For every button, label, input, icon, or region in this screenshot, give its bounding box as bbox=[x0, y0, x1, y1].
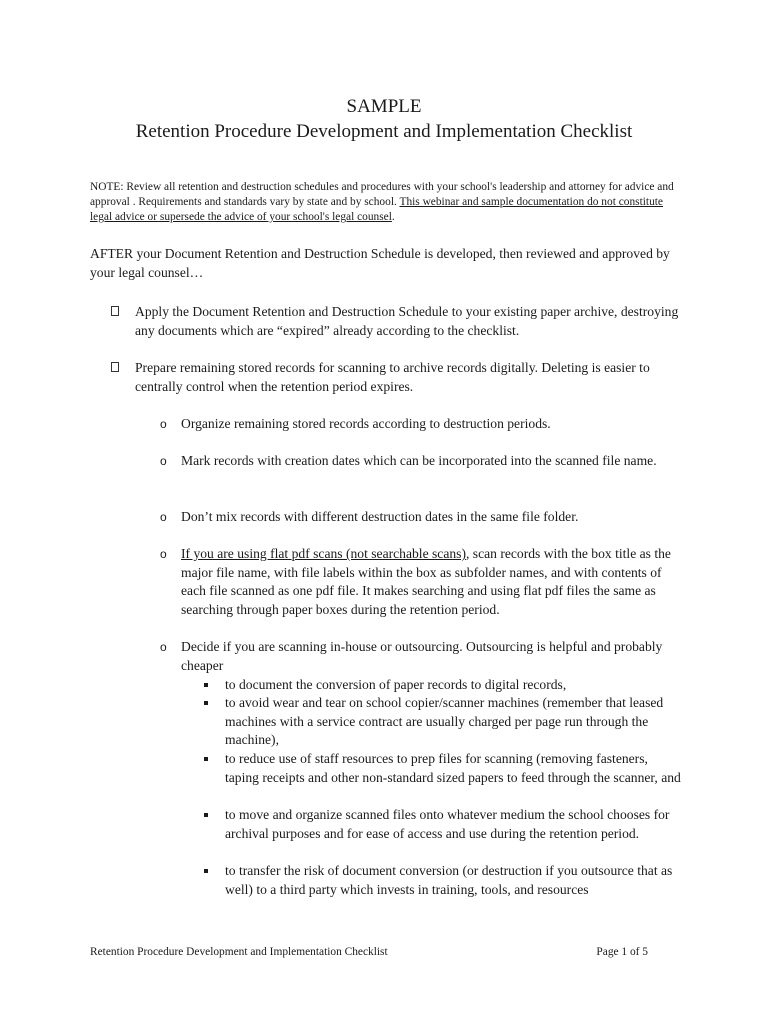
intro-paragraph: AFTER your Document Retention and Destruction Schedule is developed, then reviewed and approved by your legal counsel… bbox=[90, 246, 670, 280]
bullet-reduce-staff bbox=[225, 750, 685, 787]
note-disclaimer: This webinar and sample documentation do not constitute legal advice or supersede the advice of your school's legal counsel bbox=[90, 196, 663, 223]
sub-item-text: Don’t mix records with different destruction dates in the same file folder. bbox=[181, 509, 579, 524]
checklist-item-text: Prepare remaining stored records for scanning to archive records digitally. Deleting is easier to centrally control when the retention period expires. bbox=[135, 360, 650, 394]
checklist-item-text: Apply the Document Retention and Destruction Schedule to your existing paper archive, destroying any documents which are “expired” already according to the checklist. bbox=[135, 304, 679, 338]
sub-item-flat-pdf bbox=[160, 545, 681, 619]
square-bullet-icon bbox=[204, 813, 208, 817]
circle-bullet-icon: o bbox=[160, 510, 167, 524]
checklist-item-prepare-scanning bbox=[135, 359, 683, 396]
sub-item-text: , scan records with the box title as the major file name, with file labels within the box as subfolder names, and with contents of each file scanned as one pdf file. It makes searching and using flat pdf files the same as searching through paper boxes during the retention period. bbox=[181, 546, 671, 617]
circle-bullet-icon: o bbox=[160, 547, 167, 561]
sub-item-decide-outsourcing bbox=[160, 638, 681, 675]
sub-item-organize bbox=[160, 415, 681, 434]
bullet-text: to transfer the risk of document conversion (or destruction if you outsource that as well) to a third party which invests in training, tools, and resources bbox=[225, 863, 673, 897]
sub-item-dont-mix bbox=[160, 508, 681, 527]
note-text: NOTE: Review all retention and destruction schedules and procedures with your school's leadership and attorney for advice and approval . Requirements and standards vary by state and by school. bbox=[90, 181, 674, 208]
bullet-move-organize bbox=[225, 806, 685, 843]
document-title: SAMPLE bbox=[346, 96, 422, 117]
document-subtitle: Retention Procedure Development and Implementation Checklist bbox=[135, 121, 633, 142]
checkbox-icon[interactable] bbox=[111, 362, 119, 372]
sub-item-text: Mark records with creation dates which can be incorporated into the scanned file name. bbox=[181, 453, 657, 468]
legal-note bbox=[90, 180, 680, 225]
circle-bullet-icon: o bbox=[160, 417, 167, 431]
note-end: . bbox=[391, 211, 395, 223]
bullet-text: to move and organize scanned files onto whatever medium the school chooses for archival purposes and for ease of access and use during the retention period. bbox=[225, 807, 670, 841]
checkbox-icon[interactable] bbox=[111, 306, 119, 316]
square-bullet-icon bbox=[204, 869, 208, 873]
bullet-text: to avoid wear and tear on school copier/scanner machines (remember that leased machines with a service contract are usually charged per page run through the machine), bbox=[225, 695, 664, 747]
bullet-avoid-wear bbox=[225, 694, 685, 750]
circle-bullet-icon: o bbox=[160, 640, 167, 654]
square-bullet-icon bbox=[204, 757, 208, 761]
bullet-transfer-risk bbox=[225, 862, 685, 899]
checklist-item-apply-schedule bbox=[135, 303, 683, 340]
footer-title: Retention Procedure Development and Implementation Checklist bbox=[90, 946, 388, 958]
circle-bullet-icon: o bbox=[160, 454, 167, 468]
square-bullet-icon bbox=[204, 701, 208, 705]
square-bullet-icon bbox=[204, 683, 208, 687]
bullet-document-conversion bbox=[225, 676, 685, 695]
sub-item-text: Organize remaining stored records according to destruction periods. bbox=[181, 416, 551, 431]
page-number: Page 1 of 5 bbox=[596, 946, 648, 958]
bullet-text: to document the conversion of paper records to digital records, bbox=[225, 677, 567, 692]
flat-pdf-condition: If you are using flat pdf scans (not searchable scans) bbox=[181, 546, 466, 561]
sub-item-mark-dates bbox=[160, 452, 681, 471]
sub-item-text: Decide if you are scanning in-house or outsourcing. Outsourcing is helpful and probably cheaper bbox=[181, 639, 663, 673]
bullet-text: to reduce use of staff resources to prep files for scanning (removing fasteners, taping receipts and other non-standard sized papers to feed through the scanner, and bbox=[225, 751, 681, 785]
